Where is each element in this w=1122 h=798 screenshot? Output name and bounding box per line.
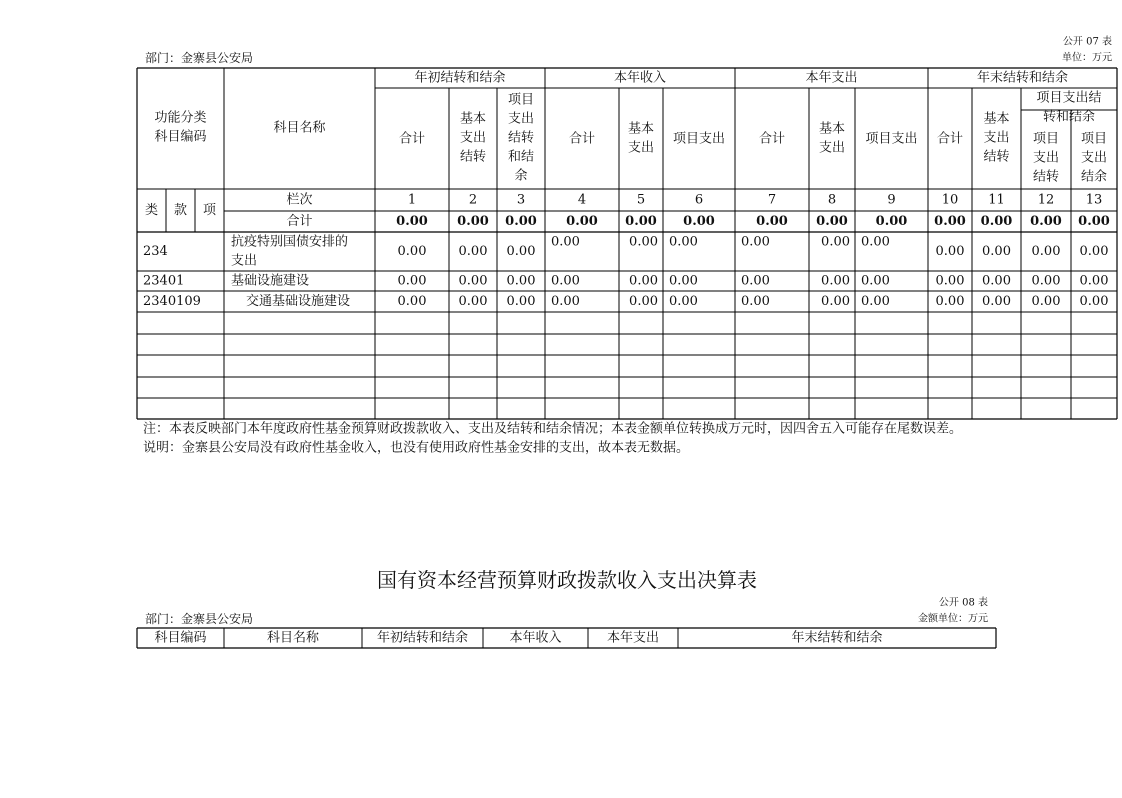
group-header-end: 年末结转和结余 [976, 70, 1069, 86]
column-number: 3 [516, 192, 526, 208]
row-value: 0.00 [741, 294, 770, 309]
total-value: 0.00 [756, 214, 788, 229]
table-note: 注：本表反映部门本年度政府性基金预算财政拨款收入、支出及结转和结余情况；本表金额单位转换成万元时，因四舍五入可能存在尾数误差。 [143, 421, 963, 437]
column-number: 4 [577, 192, 587, 208]
column-number: 6 [694, 192, 704, 208]
row-value: 0.00 [821, 273, 850, 289]
row-value: 0.00 [669, 273, 698, 289]
row-value: 0.00 [397, 294, 427, 309]
header-project: 项目支出 [865, 131, 918, 147]
row-label-total: 合计 [286, 214, 313, 229]
row-subject-name: 支出 [231, 253, 258, 269]
table2-header: 本年支出 [606, 630, 660, 646]
row-value: 0.00 [551, 234, 580, 250]
header-basic: 支出 [627, 140, 655, 156]
form-code: 公开 08 表 [938, 597, 988, 609]
row-value: 0.00 [506, 273, 536, 289]
header-project-carry: 余 [514, 168, 528, 184]
column-number: 11 [988, 192, 1005, 208]
column-number: 5 [636, 192, 646, 208]
column-number: 13 [1085, 192, 1103, 208]
total-value: 0.00 [816, 214, 848, 229]
row-value: 0.00 [935, 273, 965, 289]
table-title: 国有资本经营预算财政拨款收入支出决算表 [377, 568, 757, 592]
row-value: 0.00 [982, 244, 1011, 259]
department-label: 部门：金寨县公安局 [145, 51, 254, 65]
table2-header: 科目名称 [266, 630, 320, 646]
header-basic-carry: 基本 [459, 111, 487, 127]
func-code-header: 功能分类 [154, 110, 207, 126]
row-value: 0.00 [741, 273, 770, 289]
header-total: 合计 [398, 131, 426, 147]
header-basic: 基本 [627, 121, 655, 137]
total-value: 0.00 [505, 214, 537, 229]
header-project-carry: 支出 [507, 111, 535, 127]
column-number: 9 [887, 192, 896, 208]
header-project-end-balance: 项目 [1080, 131, 1108, 147]
table2-header: 年初结转和结余 [376, 630, 469, 646]
row-value: 0.00 [1079, 294, 1109, 309]
row-value: 0.00 [982, 294, 1011, 309]
header-basic-carry: 支出 [983, 130, 1010, 146]
table2-header: 科目编码 [154, 630, 207, 646]
header-project: 项目支出 [672, 131, 726, 147]
row-value: 0.00 [669, 294, 698, 309]
column-number: 12 [1037, 192, 1055, 208]
table-explanation: 说明：金寨县公安局没有政府性基金收入，也没有使用政府性基金安排的支出，故本表无数据。 [143, 440, 690, 456]
column-number: 10 [941, 192, 959, 208]
row-value: 0.00 [629, 294, 658, 309]
row-value: 0.00 [397, 273, 427, 289]
row-value: 0.00 [458, 244, 488, 259]
header-project-end-balance: 支出 [1080, 150, 1108, 166]
total-value: 0.00 [625, 214, 657, 229]
header-basic-carry: 基本 [983, 111, 1010, 127]
total-value: 0.00 [396, 214, 428, 229]
header-project-carry: 项目 [507, 92, 535, 108]
row-value: 0.00 [821, 234, 850, 250]
column-number: 1 [407, 192, 417, 208]
row-value: 0.00 [669, 234, 698, 250]
row-value: 0.00 [1031, 244, 1061, 259]
row-value: 0.00 [861, 294, 890, 309]
row-value: 0.00 [551, 273, 580, 289]
header-basic-carry: 结转 [983, 149, 1010, 165]
row-subject-name: 基础设施建设 [231, 273, 310, 289]
row-value: 0.00 [821, 294, 850, 309]
group-header-expense: 本年支出 [805, 70, 858, 86]
header-basic: 支出 [818, 140, 846, 156]
header-project-carry: 结转 [507, 130, 535, 146]
row-value: 0.00 [458, 294, 488, 309]
row-value: 0.00 [861, 234, 890, 250]
row-value: 0.00 [506, 244, 536, 259]
table2-header: 年末结转和结余 [791, 630, 883, 646]
column-number: 2 [468, 192, 478, 208]
total-value: 0.00 [457, 214, 489, 229]
header-project-end-carry: 项目 [1032, 131, 1060, 147]
row-code: 2340109 [143, 294, 201, 309]
department-label: 部门：金寨县公安局 [145, 612, 254, 626]
column-number: 7 [767, 192, 777, 208]
header-basic: 基本 [818, 121, 846, 137]
header-project-end-carry: 结转 [1032, 169, 1060, 185]
total-value: 0.00 [934, 214, 966, 229]
total-value: 0.00 [683, 214, 715, 229]
total-value: 0.00 [875, 214, 908, 229]
row-subject-name: 抗疫特别国债安排的 [231, 234, 349, 250]
total-value: 0.00 [1030, 214, 1062, 229]
header-total: 合计 [936, 131, 964, 147]
header-total: 合计 [568, 131, 596, 147]
row-value: 0.00 [1031, 294, 1061, 309]
row-value: 0.00 [551, 294, 580, 309]
table2-header: 本年收入 [509, 630, 562, 646]
row-value: 0.00 [506, 294, 536, 309]
total-value: 0.00 [566, 214, 598, 229]
header-xiang: 项 [202, 203, 217, 218]
unit-label: 单位：万元 [1062, 52, 1112, 64]
row-value: 0.00 [935, 244, 965, 259]
header-lei: 类 [144, 203, 159, 218]
total-value: 0.00 [980, 214, 1013, 229]
header-project-end-group: 项目支出结 [1036, 90, 1102, 106]
row-value: 0.00 [1031, 273, 1061, 289]
header-basic-carry: 结转 [459, 149, 487, 165]
header-basic-carry: 支出 [459, 130, 487, 146]
row-value: 0.00 [982, 273, 1011, 289]
form-code: 公开 07 表 [1062, 36, 1112, 48]
header-kuan: 款 [173, 203, 188, 218]
row-value: 0.00 [1079, 273, 1109, 289]
group-header-begin: 年初结转和结余 [414, 70, 506, 86]
header-project-end-carry: 支出 [1032, 150, 1060, 166]
row-value: 0.00 [1079, 244, 1109, 259]
unit-label: 金额单位：万元 [918, 613, 988, 625]
row-subject-name: 交通基础设施建设 [246, 294, 351, 309]
row-value: 0.00 [629, 273, 658, 289]
header-project-end-balance: 结余 [1080, 169, 1108, 185]
group-header-income: 本年收入 [613, 70, 667, 86]
row-value: 0.00 [861, 273, 890, 289]
column-number: 8 [827, 192, 837, 208]
row-code: 23401 [143, 273, 185, 289]
total-value: 0.00 [1078, 214, 1110, 229]
row-value: 0.00 [741, 234, 770, 250]
row-value: 0.00 [397, 244, 427, 259]
row-value: 0.00 [629, 234, 658, 250]
header-project-carry: 和结 [507, 149, 535, 165]
subject-name-header: 科目名称 [273, 120, 326, 136]
header-project-end-group: 转和结余 [1042, 109, 1096, 125]
row-value: 0.00 [935, 294, 965, 309]
row-code: 234 [143, 244, 168, 259]
row-value: 0.00 [458, 273, 488, 289]
header-total: 合计 [758, 131, 786, 147]
func-code-header: 科目编码 [154, 129, 207, 145]
row-label-lanci: 栏次 [286, 192, 313, 208]
